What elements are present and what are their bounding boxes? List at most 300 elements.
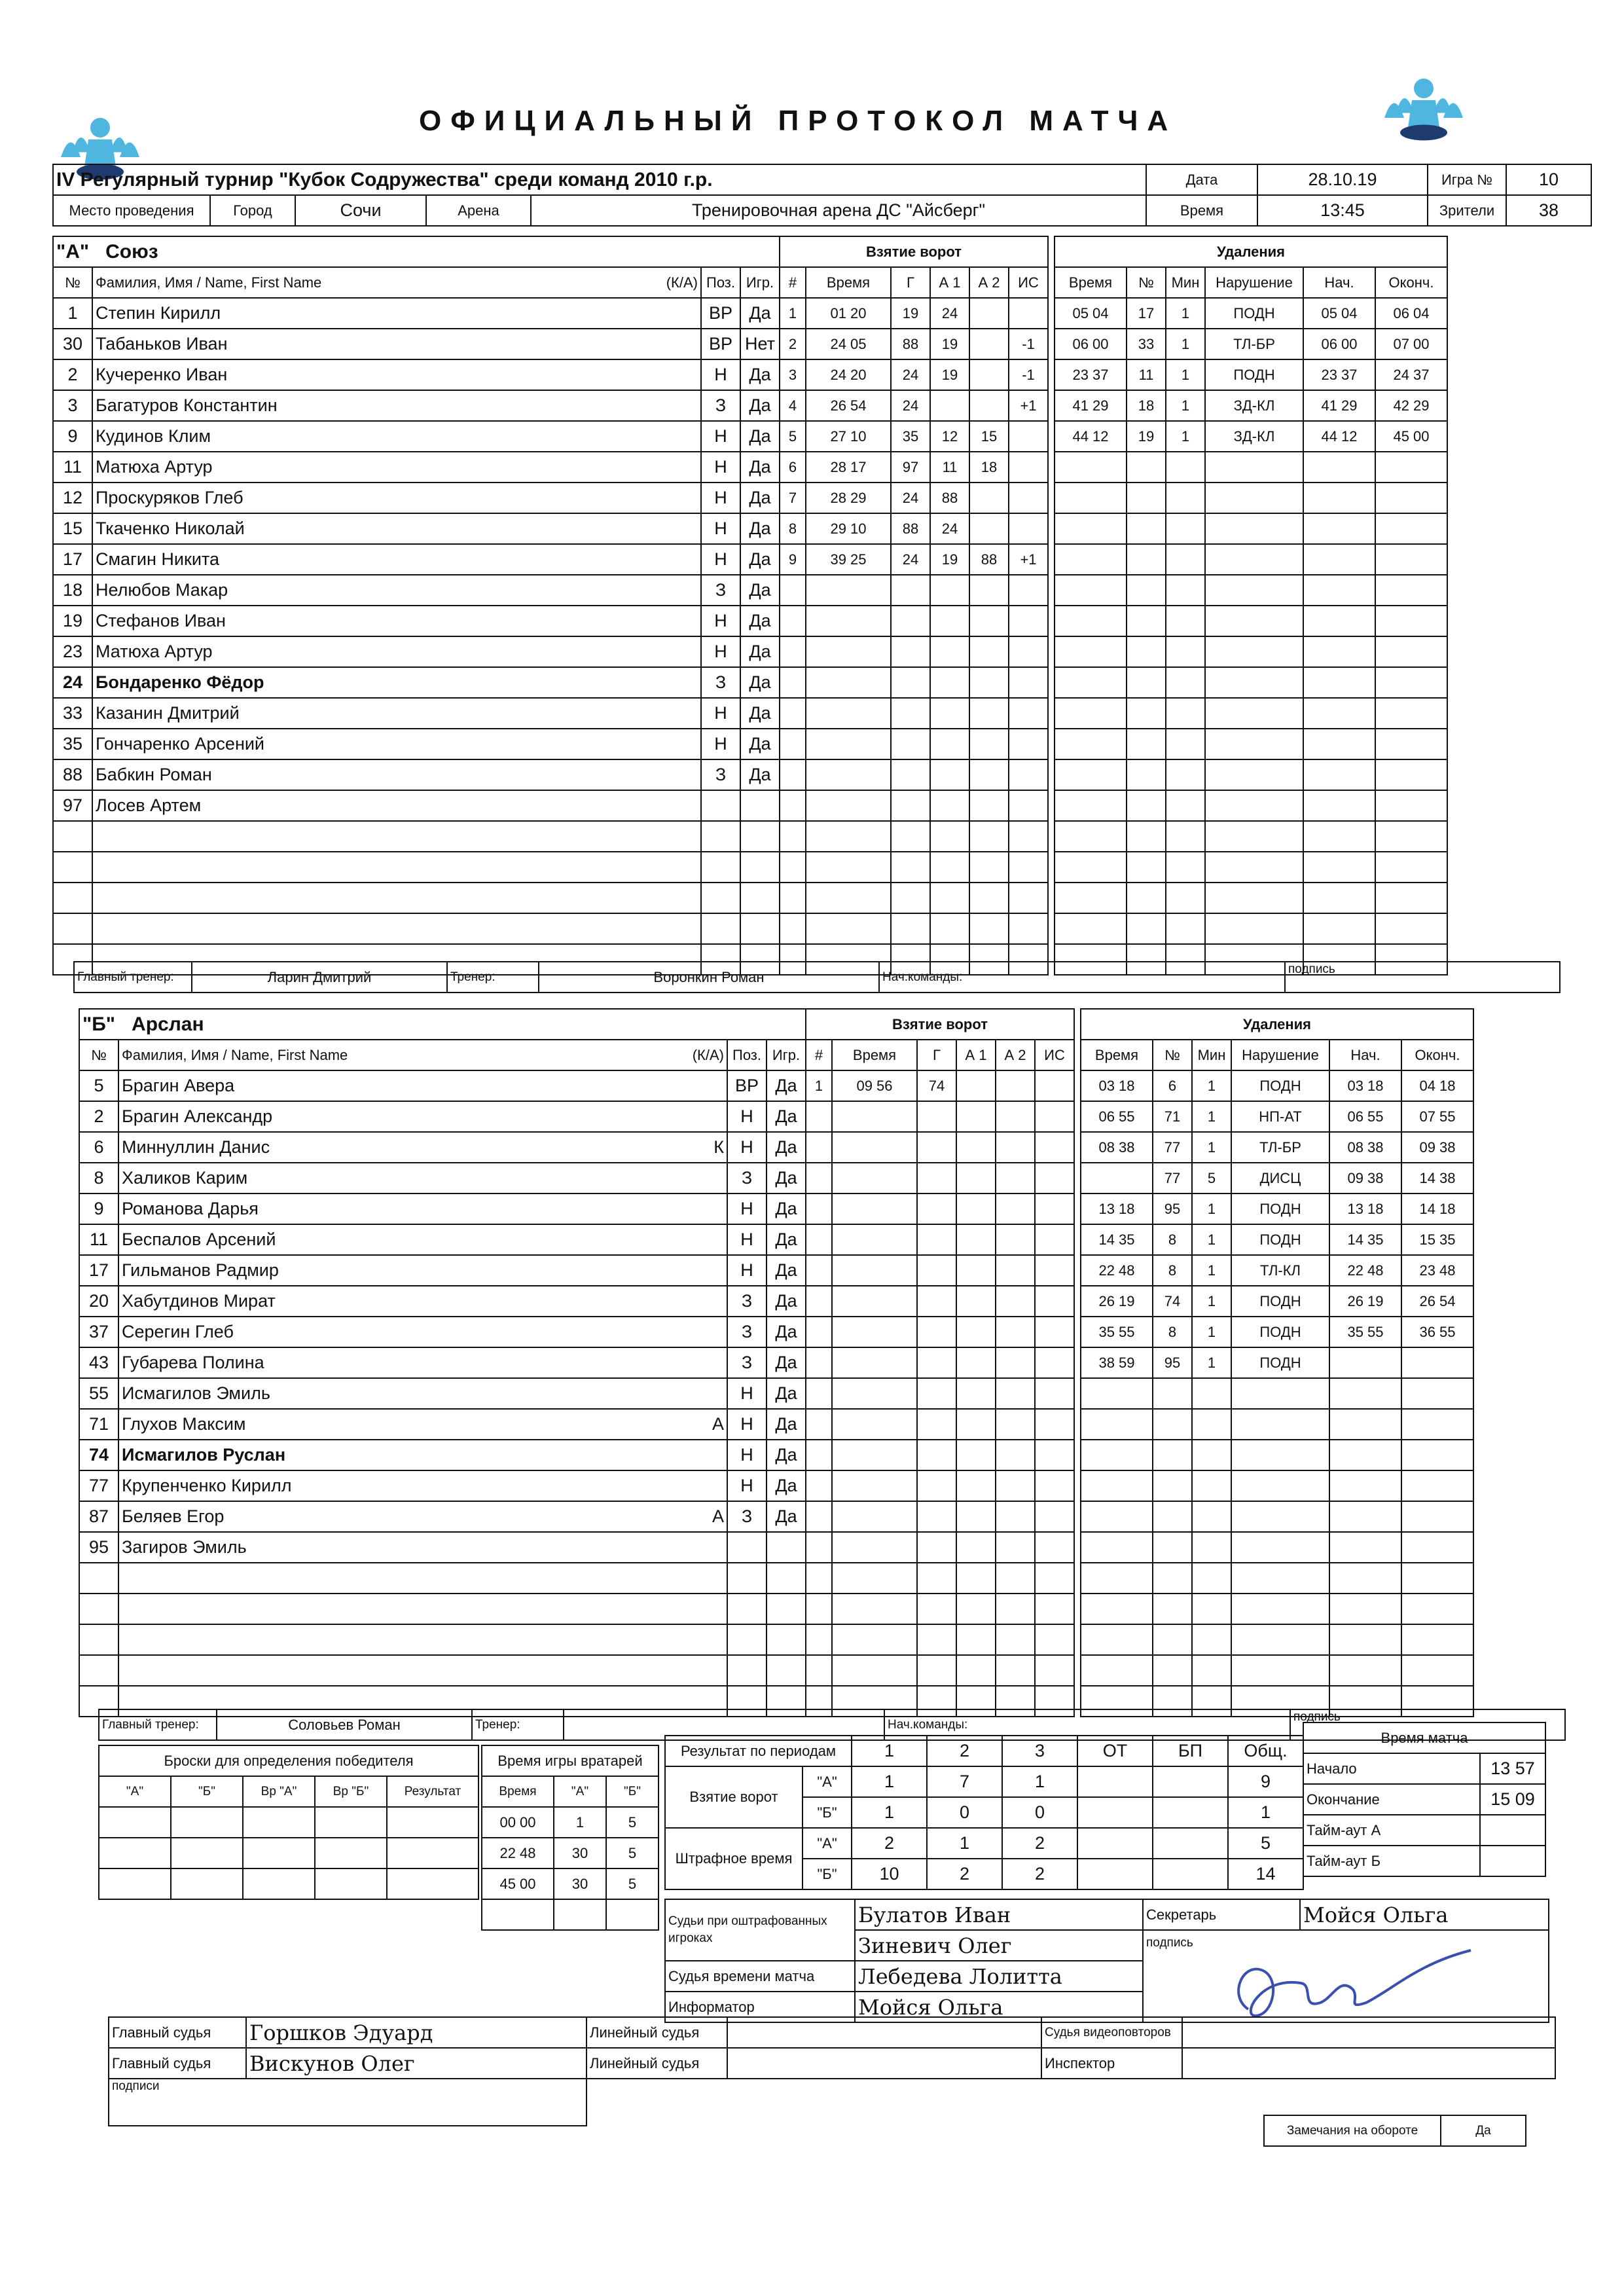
penalty-time (1081, 1470, 1153, 1501)
goal-assist-1 (956, 1409, 996, 1440)
goal-row (780, 513, 1048, 544)
player-row (79, 1532, 806, 1563)
city-value: Сочи (295, 195, 426, 226)
so-vrb-label: Вр "Б" (315, 1776, 387, 1807)
player-name: Беспалов Арсений (122, 1230, 276, 1249)
goal-strength (1035, 1101, 1074, 1132)
penalty-start (1303, 790, 1375, 821)
game-no-value: 10 (1506, 164, 1591, 195)
player-position: З (701, 759, 740, 790)
player-position: Н (701, 421, 740, 452)
player-name: Серегин Глеб (122, 1322, 234, 1341)
gk-t-label: Время (482, 1776, 554, 1807)
goal-number: 7 (780, 483, 806, 513)
goal-scorer: 24 (891, 483, 930, 513)
player-name: Табаньков Иван (96, 334, 228, 354)
player-name: Брагин Александр (122, 1106, 273, 1126)
goal-assist-2 (969, 329, 1009, 359)
penalty-row (1081, 1440, 1473, 1470)
penalty-end: 07 55 (1401, 1101, 1473, 1132)
goal-scorer: 88 (891, 513, 930, 544)
penalty-time: 13 18 (1081, 1194, 1153, 1224)
penalty-player (1127, 483, 1166, 513)
penalty-minutes: 1 (1166, 390, 1205, 421)
player-name: Матюха Артур (96, 642, 213, 661)
goal-strength (1035, 1594, 1074, 1624)
goal-scorer (917, 1470, 956, 1501)
penalty-violation (1231, 1501, 1329, 1532)
player-played (740, 790, 780, 821)
goal-number (806, 1624, 832, 1655)
player-row (53, 636, 780, 667)
goal-number (806, 1224, 832, 1255)
goal-number (806, 1409, 832, 1440)
player-name-cell (118, 1194, 727, 1224)
goal-assist-1 (930, 667, 969, 698)
goal-scorer (917, 1594, 956, 1624)
player-played: Да (767, 1163, 806, 1194)
player-name-cell (118, 1470, 727, 1501)
penalty-player: 19 (1127, 421, 1166, 452)
player-row (79, 1378, 806, 1409)
penalty-time (1081, 1532, 1153, 1563)
penalty-minutes (1166, 790, 1205, 821)
goal-assist-2 (969, 913, 1009, 944)
goalie-row (482, 1807, 659, 1838)
penalty-minutes (1166, 636, 1205, 667)
goal-assist-2 (996, 1532, 1035, 1563)
player-name: Бондаренко Фёдор (96, 672, 264, 692)
goal-assist-2 (969, 483, 1009, 513)
penalty-minutes: 1 (1192, 1317, 1231, 1347)
penalty-time (1055, 636, 1127, 667)
player-name: Кудинов Клим (96, 426, 211, 446)
goal-row (806, 1624, 1074, 1655)
player-position: Н (727, 1440, 767, 1470)
goal-strength (1035, 1286, 1074, 1317)
so-b-label: "Б" (171, 1776, 243, 1807)
secretary-value: Мойся Ольга (1300, 1899, 1549, 1930)
player-number (79, 1563, 118, 1594)
goal-number (806, 1101, 832, 1132)
penalty-minutes: 1 (1192, 1286, 1231, 1317)
penalty-row (1055, 759, 1447, 790)
date-label: Дата (1146, 164, 1257, 195)
player-name: Нелюбов Макар (96, 580, 228, 600)
goal-assist-1: 88 (930, 483, 969, 513)
player-position: Н (727, 1470, 767, 1501)
penalty-player (1127, 821, 1166, 852)
penalty-minutes: 1 (1192, 1101, 1231, 1132)
penalty-player: 8 (1153, 1224, 1192, 1255)
penalty-time: 38 59 (1081, 1347, 1153, 1378)
goal-scorer (891, 883, 930, 913)
penalty-minutes (1192, 1624, 1231, 1655)
penalty-start (1329, 1624, 1401, 1655)
pim-label: Штрафное время (665, 1828, 803, 1889)
pim-b-label: "Б" (803, 1859, 852, 1889)
penalty-row (1081, 1532, 1473, 1563)
goal-row (806, 1594, 1074, 1624)
p-min-label-b: Мин (1192, 1040, 1231, 1070)
goal-scorer (891, 852, 930, 883)
remarks-value: Да (1441, 2115, 1526, 2146)
gk-a-label: "А" (554, 1776, 606, 1807)
goals-a-p1: 1 (852, 1766, 927, 1797)
goal-assist-2 (969, 513, 1009, 544)
coach-a: Воронкин Роман (539, 962, 879, 993)
penalty-minutes (1166, 698, 1205, 729)
goal-assist-2 (969, 698, 1009, 729)
goal-row (806, 1501, 1074, 1532)
penalty-end: 07 00 (1375, 329, 1447, 359)
goal-scorer: 24 (891, 359, 930, 390)
penalty-start (1303, 636, 1375, 667)
g-g-label-b: Г (917, 1040, 956, 1070)
team-a-goals (779, 236, 1049, 975)
player-name-cell (118, 1101, 727, 1132)
secretary-signature-label: подпись (1146, 1936, 1193, 1950)
penalty-end (1375, 575, 1447, 606)
match-time-label: Время матча (1303, 1722, 1545, 1753)
penalty-player (1127, 852, 1166, 883)
penalty-row (1081, 1470, 1473, 1501)
penalty-minutes (1192, 1378, 1231, 1409)
goal-assist-2: 18 (969, 452, 1009, 483)
goal-scorer: 88 (891, 329, 930, 359)
player-played (767, 1655, 806, 1686)
start-label: Начало (1303, 1753, 1480, 1784)
penalty-violation (1231, 1532, 1329, 1563)
player-number: 30 (53, 329, 92, 359)
penalty-violation (1231, 1440, 1329, 1470)
pim-b-p1: 10 (852, 1859, 927, 1889)
penalty-row (1081, 1132, 1473, 1163)
penalty-start: 26 19 (1329, 1286, 1401, 1317)
player-number: 95 (79, 1532, 118, 1563)
goal-strength (1009, 298, 1048, 329)
penalty-player (1127, 913, 1166, 944)
player-row (53, 667, 780, 698)
penalty-end (1401, 1378, 1473, 1409)
penalty-minutes (1166, 575, 1205, 606)
goal-strength (1009, 790, 1048, 821)
goal-assist-2 (969, 390, 1009, 421)
goal-assist-2 (996, 1440, 1035, 1470)
goal-time (806, 913, 891, 944)
g-is-label-b: ИС (1035, 1040, 1074, 1070)
player-position (701, 790, 740, 821)
goal-time (806, 790, 891, 821)
player-position (727, 1532, 767, 1563)
goal-assist-1 (930, 759, 969, 790)
player-position: Н (727, 1409, 767, 1440)
goal-scorer (891, 729, 930, 759)
goal-assist-2 (996, 1594, 1035, 1624)
penalty-end: 23 48 (1401, 1255, 1473, 1286)
referees-table (108, 2016, 1556, 2126)
player-number: 11 (79, 1224, 118, 1255)
player-position: З (727, 1317, 767, 1347)
penalty-row (1081, 1624, 1473, 1655)
player-name-cell (92, 790, 701, 821)
goal-assist-1 (956, 1532, 996, 1563)
player-name-cell (92, 606, 701, 636)
team-b-name: Арслан (132, 1013, 204, 1035)
goal-strength (1009, 883, 1048, 913)
penalty-violation: ТЛ-БР (1205, 329, 1303, 359)
goal-number (806, 1655, 832, 1686)
player-name: Ткаченко Николай (96, 519, 245, 538)
col-no: № (53, 267, 92, 298)
g-is-label: ИС (1009, 267, 1048, 298)
player-played: Да (740, 667, 780, 698)
time-label: Время (1146, 195, 1257, 226)
penalty-player (1127, 667, 1166, 698)
penalty-end (1375, 452, 1447, 483)
goal-row (780, 606, 1048, 636)
goal-strength (1009, 729, 1048, 759)
goal-strength (1035, 1132, 1074, 1163)
player-number: 35 (53, 729, 92, 759)
goal-number (806, 1563, 832, 1594)
penalty-row (1055, 390, 1447, 421)
coach-label-b: Тренер: (472, 1709, 564, 1740)
goal-assist-1 (956, 1470, 996, 1501)
penalty-end (1401, 1440, 1473, 1470)
g-time-label-b: Время (832, 1040, 917, 1070)
penalty-violation (1231, 1655, 1329, 1686)
goal-assist-2 (969, 821, 1009, 852)
goal-row (780, 821, 1048, 852)
penalty-violation: ЗД-КЛ (1205, 421, 1303, 452)
goal-time (832, 1132, 917, 1163)
player-played: Да (740, 729, 780, 759)
goal-strength (1035, 1532, 1074, 1563)
player-position: Н (701, 698, 740, 729)
penalty-start (1303, 606, 1375, 636)
penalty-violation (1231, 1624, 1329, 1655)
goal-strength (1009, 667, 1048, 698)
goal-assist-2 (996, 1224, 1035, 1255)
p-start-label: Нач. (1303, 267, 1375, 298)
player-number: 11 (53, 452, 92, 483)
team-b-roster (79, 1008, 806, 1717)
penalty-row (1081, 1255, 1473, 1286)
goal-row (806, 1347, 1074, 1378)
player-row (53, 913, 780, 944)
player-row (79, 1070, 806, 1101)
goal-number (780, 759, 806, 790)
player-number (53, 913, 92, 944)
player-position: З (701, 390, 740, 421)
player-row (79, 1594, 806, 1624)
goal-row (806, 1532, 1074, 1563)
p-time-label-b: Время (1081, 1040, 1153, 1070)
goal-time: 24 05 (806, 329, 891, 359)
penalty-start (1303, 821, 1375, 852)
penalty-violation (1205, 698, 1303, 729)
penalty-end: 26 54 (1401, 1286, 1473, 1317)
goal-row (806, 1286, 1074, 1317)
penalty-start (1303, 544, 1375, 575)
penalty-end (1375, 759, 1447, 790)
venue-label: Место проведения (53, 195, 210, 226)
penalty-player (1153, 1563, 1192, 1594)
goal-number (780, 790, 806, 821)
goal-row (780, 636, 1048, 667)
player-name-cell (118, 1347, 727, 1378)
goal-number: 1 (780, 298, 806, 329)
goal-number (780, 821, 806, 852)
penalty-row (1081, 1070, 1473, 1101)
goal-row (806, 1255, 1074, 1286)
penalty-violation (1231, 1470, 1329, 1501)
player-captain-mark: К (713, 1137, 724, 1157)
player-row (53, 329, 780, 359)
penalty-end (1375, 606, 1447, 636)
penalty-violation (1205, 759, 1303, 790)
goal-row (780, 421, 1048, 452)
penalty-time: 05 04 (1055, 298, 1127, 329)
penalty-row (1081, 1501, 1473, 1532)
goal-scorer (891, 606, 930, 636)
player-name: Исмагилов Эмиль (122, 1383, 270, 1403)
penalty-end: 06 04 (1375, 298, 1447, 329)
goalie-b: 5 (606, 1838, 659, 1868)
goal-time: 28 17 (806, 452, 891, 483)
goal-number: 1 (806, 1070, 832, 1101)
player-row (53, 544, 780, 575)
col-no-b: № (79, 1040, 118, 1070)
remarks-label: Замечания на обороте (1264, 2115, 1441, 2146)
penalty-end (1401, 1655, 1473, 1686)
goal-strength (1009, 636, 1048, 667)
penalty-row (1055, 298, 1447, 329)
goal-assist-1 (956, 1347, 996, 1378)
signature-label-a: подпись (1285, 962, 1560, 993)
period-2: 2 (927, 1736, 1002, 1766)
player-number: 87 (79, 1501, 118, 1532)
penalty-minutes: 1 (1192, 1347, 1231, 1378)
goal-scorer (891, 667, 930, 698)
penalty-end (1401, 1594, 1473, 1624)
player-played: Да (767, 1194, 806, 1224)
penalty-violation (1205, 667, 1303, 698)
goal-strength (1035, 1317, 1074, 1347)
goal-scorer (917, 1163, 956, 1194)
penalty-player (1127, 698, 1166, 729)
penalty-end (1401, 1532, 1473, 1563)
player-position: Н (727, 1101, 767, 1132)
penalty-start: 08 38 (1329, 1132, 1401, 1163)
spectators-value: 38 (1506, 195, 1591, 226)
col-play: Игр. (740, 267, 780, 298)
player-number: 2 (79, 1101, 118, 1132)
penalty-player (1153, 1470, 1192, 1501)
penalty-start: 23 37 (1303, 359, 1375, 390)
penalty-start (1329, 1594, 1401, 1624)
goal-time (806, 821, 891, 852)
penalty-end (1375, 544, 1447, 575)
goal-strength (1035, 1624, 1074, 1655)
head-coach-a: Ларин Дмитрий (192, 962, 447, 993)
player-row (79, 1624, 806, 1655)
player-played: Да (767, 1101, 806, 1132)
penalty-player (1127, 759, 1166, 790)
player-row (53, 759, 780, 790)
player-played (767, 1532, 806, 1563)
penalties-header-a: Удаления (1055, 236, 1447, 267)
player-number: 8 (79, 1163, 118, 1194)
penalty-minutes (1166, 759, 1205, 790)
goal-time (806, 883, 891, 913)
goal-row (806, 1101, 1074, 1132)
penalty-start: 41 29 (1303, 390, 1375, 421)
goal-time (832, 1440, 917, 1470)
goal-assist-2 (969, 298, 1009, 329)
player-name: Проскуряков Глеб (96, 488, 244, 507)
player-name: Гончаренко Арсений (96, 734, 265, 754)
player-name-cell (118, 1501, 727, 1532)
goal-time (832, 1409, 917, 1440)
penalty-start (1303, 667, 1375, 698)
player-number: 18 (53, 575, 92, 606)
player-played: Да (740, 544, 780, 575)
player-position: З (727, 1347, 767, 1378)
player-name-cell (92, 298, 701, 329)
penalty-end: 45 00 (1375, 421, 1447, 452)
player-played: Да (767, 1347, 806, 1378)
pim-a-total: 5 (1228, 1828, 1303, 1859)
player-played (740, 913, 780, 944)
penalty-violation (1205, 513, 1303, 544)
penalty-row (1055, 513, 1447, 544)
goals-a-label: "А" (803, 1766, 852, 1797)
player-position: З (727, 1501, 767, 1532)
penalty-box-judge-2: Зиневич Олег (855, 1930, 1143, 1961)
player-position: Н (701, 452, 740, 483)
team-a-coaches (73, 961, 1561, 993)
penalty-time (1081, 1594, 1153, 1624)
penalty-end (1375, 790, 1447, 821)
goal-row (780, 698, 1048, 729)
penalty-end: 24 37 (1375, 359, 1447, 390)
goal-row (806, 1224, 1074, 1255)
goal-scorer (891, 698, 930, 729)
goal-assist-1: 19 (930, 329, 969, 359)
player-row (79, 1101, 806, 1132)
penalty-time (1081, 1163, 1153, 1194)
goalie-row (482, 1899, 659, 1930)
penalty-minutes: 1 (1192, 1255, 1231, 1286)
player-played: Да (767, 1378, 806, 1409)
player-name-cell (92, 883, 701, 913)
player-row (53, 575, 780, 606)
penalty-violation: ДИСЦ (1231, 1163, 1329, 1194)
player-number: 2 (53, 359, 92, 390)
penalty-time: 23 37 (1055, 359, 1127, 390)
player-position: ВР (727, 1070, 767, 1101)
goal-assist-2 (996, 1501, 1035, 1532)
goal-time (832, 1101, 917, 1132)
goal-scorer (917, 1624, 956, 1655)
player-played: Да (767, 1132, 806, 1163)
pim-a-label: "А" (803, 1828, 852, 1859)
head-coach-label-a: Главный тренер: (74, 962, 192, 993)
goal-strength (1009, 483, 1048, 513)
penalty-minutes (1166, 729, 1205, 759)
